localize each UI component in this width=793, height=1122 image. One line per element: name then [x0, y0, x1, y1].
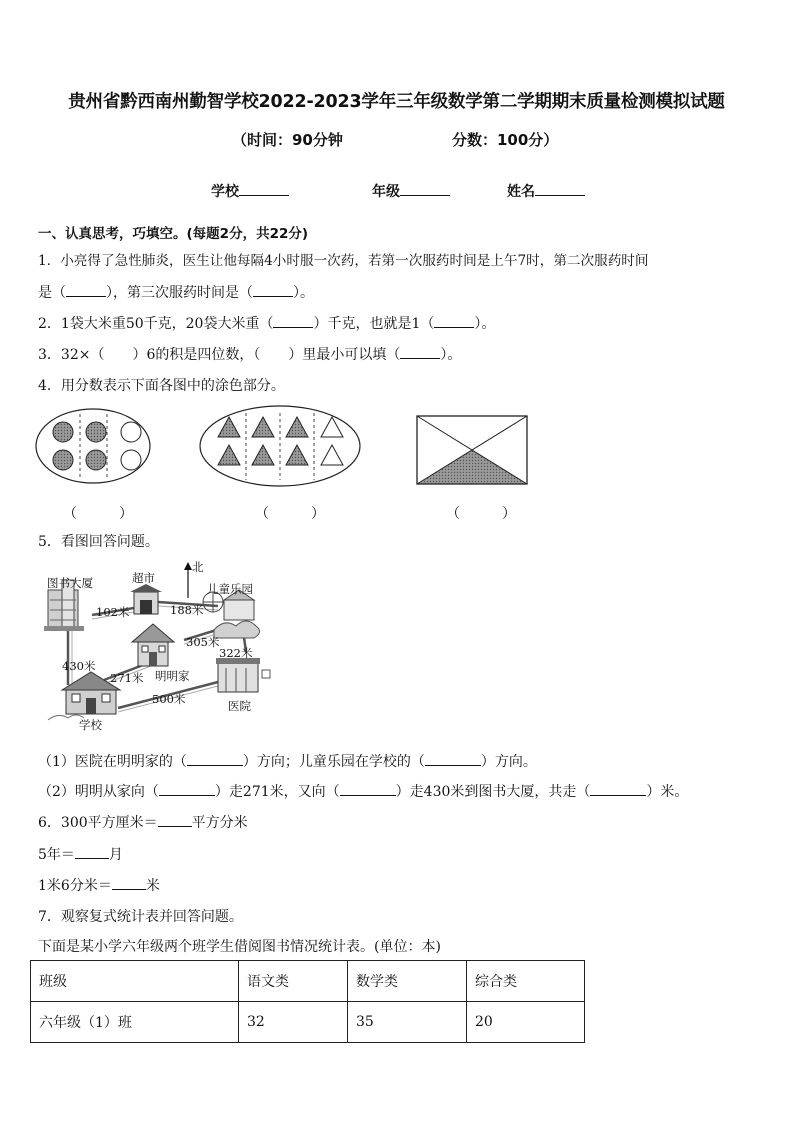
- figure-ellipse-triangles: [200, 406, 360, 486]
- map-label-hospital: 医院: [228, 699, 251, 713]
- school-label: 学校: [211, 184, 239, 200]
- q6-line1: [38, 812, 248, 832]
- table-cell: 六年级（1）班: [31, 1002, 239, 1043]
- q6-b-unit: 月: [108, 847, 123, 863]
- q6-blank-1[interactable]: [158, 812, 192, 827]
- q5-sub2-c: ）走430米到图书大厦，共走（: [395, 784, 591, 800]
- school-blank[interactable]: [239, 181, 289, 196]
- exam-time: （时间：90分钟: [232, 131, 343, 149]
- q5-sub2-blank-2[interactable]: [340, 781, 396, 796]
- q6-c-text: 1米6分米＝: [38, 878, 112, 894]
- q1-blank-1[interactable]: [66, 282, 106, 297]
- q4-figures: [30, 405, 550, 495]
- table-header-row: [31, 961, 585, 1002]
- grade-field: [372, 181, 450, 201]
- map-label-school: 学校: [79, 718, 102, 732]
- q1-text-c: ）。: [293, 285, 314, 301]
- grade-blank[interactable]: [400, 181, 450, 196]
- stats-table: [30, 960, 585, 1043]
- name-blank[interactable]: [535, 181, 585, 196]
- map-distance-430: 430米: [62, 659, 96, 673]
- table-header-cell: 班级: [31, 961, 239, 1002]
- map-distance-305: 305米: [186, 635, 220, 649]
- q6-c-unit: 米: [145, 878, 160, 894]
- q4-answer-1[interactable]: （ ）: [63, 506, 133, 522]
- q5-sub1-a: （1）医院在明明家的（: [38, 754, 187, 770]
- name-label: 姓名: [507, 184, 535, 200]
- q3-line: [38, 344, 461, 364]
- school-field: [211, 181, 289, 201]
- q7-caption: 下面是某小学六年级两个班学生借阅图书情况统计表。(单位：本): [38, 939, 441, 955]
- q4-answer-2[interactable]: （ ）: [255, 506, 325, 522]
- q1-blank-2[interactable]: [253, 282, 293, 297]
- q5-sub2: [38, 781, 688, 801]
- q5-sub1-b: ）方向；儿童乐园在学校的（: [242, 754, 425, 770]
- table-header-cell: 综合类: [467, 961, 585, 1002]
- north-arrow-icon: [184, 562, 192, 598]
- q5-sub1-blank-1[interactable]: [187, 751, 243, 766]
- map-distance-188: 188米: [170, 603, 204, 617]
- grade-label: 年级: [372, 184, 400, 200]
- q1-text-a: 是（: [38, 285, 66, 301]
- map-label-minming: 明明家: [155, 669, 190, 683]
- map-distance-322: 322米: [219, 646, 253, 660]
- figure-ellipse-circles: [36, 409, 150, 483]
- table-header-cell: 数学类: [348, 961, 467, 1002]
- q5-sub2-b: ）走271米，又向（: [214, 784, 340, 800]
- q1-line1: 1．小亮得了急性肺炎，医生让他每隔4小时服一次药，若第一次服药时间是上午7时，第二次服药时间: [38, 253, 649, 269]
- table-cell: 20: [467, 1002, 585, 1043]
- house-icon: [132, 624, 174, 666]
- q5-sub2-blank-3[interactable]: [590, 781, 646, 796]
- q4-text: 4．用分数表示下面各图中的涂色部分。: [38, 378, 285, 394]
- table-header-cell: 语文类: [239, 961, 348, 1002]
- table-row: [31, 1002, 585, 1043]
- q2-line: [38, 313, 495, 333]
- map-label-library: 图书大厦: [47, 576, 93, 590]
- q2-text-b: ）千克，也就是1（: [313, 316, 435, 332]
- q6-a-text: 6．300平方厘米＝: [38, 815, 158, 831]
- q3-blank[interactable]: [400, 344, 440, 359]
- map-distance-271: 271米: [110, 671, 144, 685]
- supermarket-building-icon: [130, 584, 162, 614]
- q2-blank-1[interactable]: [273, 313, 313, 328]
- q6-blank-2[interactable]: [75, 844, 109, 859]
- q5-sub2-a: （2）明明从家向（: [38, 784, 159, 800]
- q6-line2: [38, 844, 123, 864]
- map-label-supermarket: 超市: [132, 571, 155, 585]
- name-field: [507, 181, 585, 201]
- q5-sub1-blank-2[interactable]: [425, 751, 481, 766]
- q6-a-unit: 平方分米: [191, 815, 248, 831]
- q6-b-text: 5年＝: [38, 847, 75, 863]
- q1-line2: [38, 282, 314, 302]
- map-distance-102: 102米: [96, 605, 130, 619]
- q2-text-c: ）。: [474, 316, 496, 332]
- q6-line3: [38, 875, 160, 895]
- q5-sub2-d: ）米。: [646, 784, 689, 800]
- q5-text: 5．看图回答问题。: [38, 534, 159, 550]
- q2-text-a: 2．1袋大米重50千克，20袋大米重（: [38, 316, 274, 332]
- table-cell: 35: [348, 1002, 467, 1043]
- section-heading: 一、认真思考，巧填空。(每题2分，共22分): [38, 226, 309, 242]
- figure-rectangle: [417, 416, 527, 484]
- q1-text-b: ），第三次服药时间是（: [106, 285, 253, 301]
- map-distance-500: 500米: [152, 692, 186, 706]
- q3-text-a: 3．32×（ ）6的积是四位数，（ ）里最小可以填（: [38, 347, 401, 363]
- q4-answer-3[interactable]: （ ）: [446, 506, 516, 522]
- hospital-building-icon: [216, 658, 270, 692]
- q6-blank-3[interactable]: [112, 875, 146, 890]
- page-title: 贵州省黔西南州勤智学校2022-2023学年三年级数学第二学期期末质量检测模拟试题: [68, 92, 725, 112]
- q3-text-b: ）。: [440, 347, 462, 363]
- q2-blank-2[interactable]: [434, 313, 474, 328]
- map-label-north: 北: [192, 560, 204, 574]
- map-label-playground: 儿童乐园: [207, 582, 253, 596]
- q7-text: 7．观察复式统计表并回答问题。: [38, 909, 243, 925]
- exam-score: 分数：100分）: [452, 131, 559, 149]
- q5-sub2-blank-1[interactable]: [159, 781, 215, 796]
- q5-sub1: [38, 751, 537, 771]
- q5-sub1-c: ）方向。: [480, 754, 537, 770]
- table-cell: 32: [239, 1002, 348, 1043]
